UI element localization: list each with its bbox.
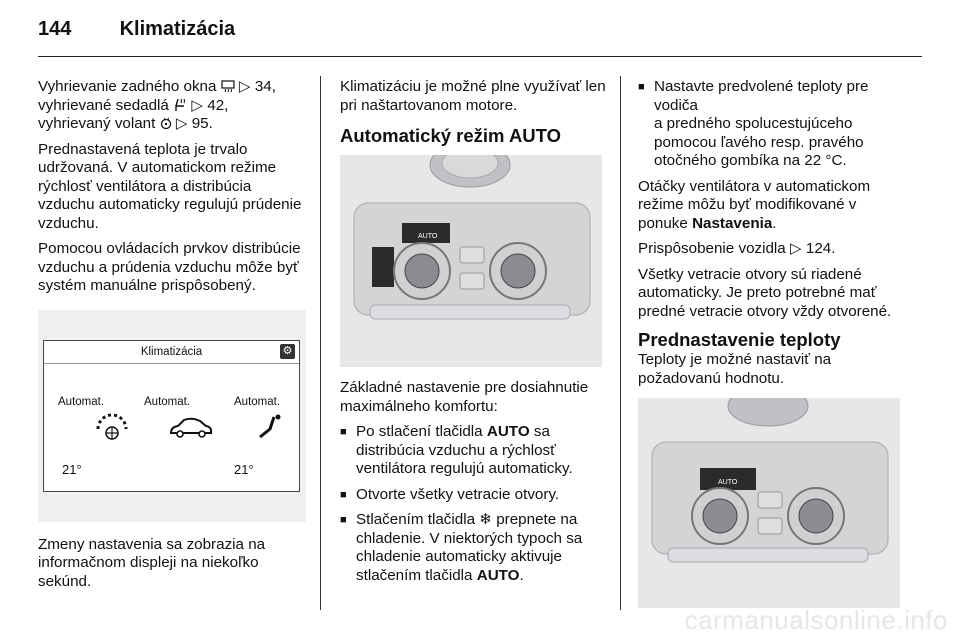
- rear-window-heating-icon: [221, 80, 235, 92]
- display-temp-left: 21°: [62, 461, 82, 477]
- page-header: [38, 18, 235, 41]
- heading-temp-preset: Prednastavenie teploty: [638, 329, 841, 350]
- header-rule: [38, 56, 922, 57]
- snowflake-ac-icon: ❄: [479, 511, 492, 528]
- display-auto-fan: Automat.: [58, 395, 105, 408]
- column-3: [638, 78, 910, 608]
- paragraph-vents-open: Všetky vetracie otvory sú riadené automaticky. Je preto potrebné mať predné vetracie otvory vždy otvorené.: [638, 265, 892, 320]
- bullet-set-temps: ■ Nastavte predvolené teploty pre vodiča a predného spolucestujúceho pomocou ľavého resp. pravého otočného gombíka na 22 °C.: [638, 78, 869, 169]
- bullet-ac-button: ■ Stlačením tlačidla ❄ prepnete na chladenie. V niektorých typoch sa chladenie automaticky aktivuje stlačením tlačidla AUTO.: [340, 511, 583, 584]
- settings-keyword: Nastavenia: [692, 214, 773, 232]
- paragraph-vehicle-personalization: Prispôsobenie vozidla ▷ 124.: [638, 240, 836, 257]
- bullet-icon: ■: [340, 488, 347, 501]
- column-divider-2: [620, 76, 621, 610]
- column-1: [38, 78, 306, 598]
- info-display-screen: [43, 340, 300, 492]
- paragraph-preset-temp: Prednastavená teplota je trvalo udržovaná. V automatickom režime rýchlosť ventilátora a distribúcia vzduchu automaticky regulujú prúdenie vzduchu.: [38, 140, 302, 232]
- auto-button-label: AUTO: [718, 479, 738, 486]
- column-2: [340, 78, 606, 592]
- fan-icon: [92, 409, 132, 443]
- column-divider-1: [320, 76, 321, 610]
- arrow-ref-icon: ▷: [789, 240, 802, 257]
- paragraph-display-info: Zmeny nastavenia sa zobrazia na informačnom displeji na niekoľko sekúnd.: [38, 535, 266, 590]
- arrow-ref-icon: ▷: [238, 78, 251, 95]
- display-title-bar: Klimatizácia ⚙: [44, 341, 299, 364]
- settings-icon: ⚙: [280, 344, 295, 359]
- heated-steering-wheel-icon: [160, 117, 172, 129]
- bullet-icon: ■: [340, 514, 347, 526]
- display-temp-right: 21°: [234, 461, 254, 477]
- paragraph-fan-speed: Otáčky ventilátora v automatickom režime môžu byť modifikované v ponuke Nastavenia.: [638, 177, 871, 232]
- paragraph-heating-refs: Vyhrievanie zadného okna ▷ 34, vyhrievané sedadlá ▷ 42, vyhrievaný volant ▷ 95.: [38, 78, 276, 132]
- info-display-image: [38, 310, 306, 522]
- display-auto-distribution: Automat.: [144, 395, 191, 408]
- watermark: carmanualsonline.info: [684, 605, 948, 635]
- page-number: 144: [38, 18, 72, 40]
- bullet-auto-button: ■ Po stlačení tlačidla AUTO sa distribúcia vzduchu a rýchlosť ventilátora regulujú automaticky.: [340, 423, 573, 477]
- page-title: Klimatizácia: [119, 18, 236, 40]
- auto-keyword: AUTO: [486, 423, 530, 440]
- auto-keyword: AUTO: [476, 566, 520, 584]
- seat-airflow-icon: [256, 413, 286, 441]
- heated-seat-icon: [173, 98, 187, 112]
- climate-panel-drawing: [340, 155, 602, 367]
- bullet-icon: ■: [340, 426, 347, 438]
- paragraph-engine-running: Klimatizáciu je možné plne využívať len pri naštartovanom motore.: [340, 78, 606, 114]
- auto-button-label: AUTO: [418, 233, 438, 240]
- climate-panel-image-1: [340, 155, 602, 367]
- climate-panel-image-2: [638, 398, 900, 608]
- paragraph-basic-setting: Základné nastavenie pre dosiahnutie maximálneho komfortu:: [340, 379, 589, 415]
- bullet-open-vents: ■ Otvorte všetky vetracie otvory.: [340, 485, 560, 503]
- arrow-ref-icon: ▷: [175, 115, 188, 132]
- paragraph-manual-controls: Pomocou ovládacích prvkov distribúcie vzduchu a prúdenia vzduchu môže byť systém manuálne prispôsobený.: [38, 240, 301, 294]
- display-auto-seat: Automat.: [234, 395, 281, 408]
- arrow-ref-icon: ▷: [191, 96, 204, 114]
- heading-auto-mode: Automatický režim AUTO: [340, 125, 562, 146]
- bullet-icon: ■: [638, 81, 645, 93]
- climate-panel-drawing-2: [638, 398, 900, 608]
- paragraph-temp-setting: Teploty je možné nastaviť na požadovanú hodnotu.: [638, 351, 832, 387]
- car-airflow-icon: [168, 415, 214, 439]
